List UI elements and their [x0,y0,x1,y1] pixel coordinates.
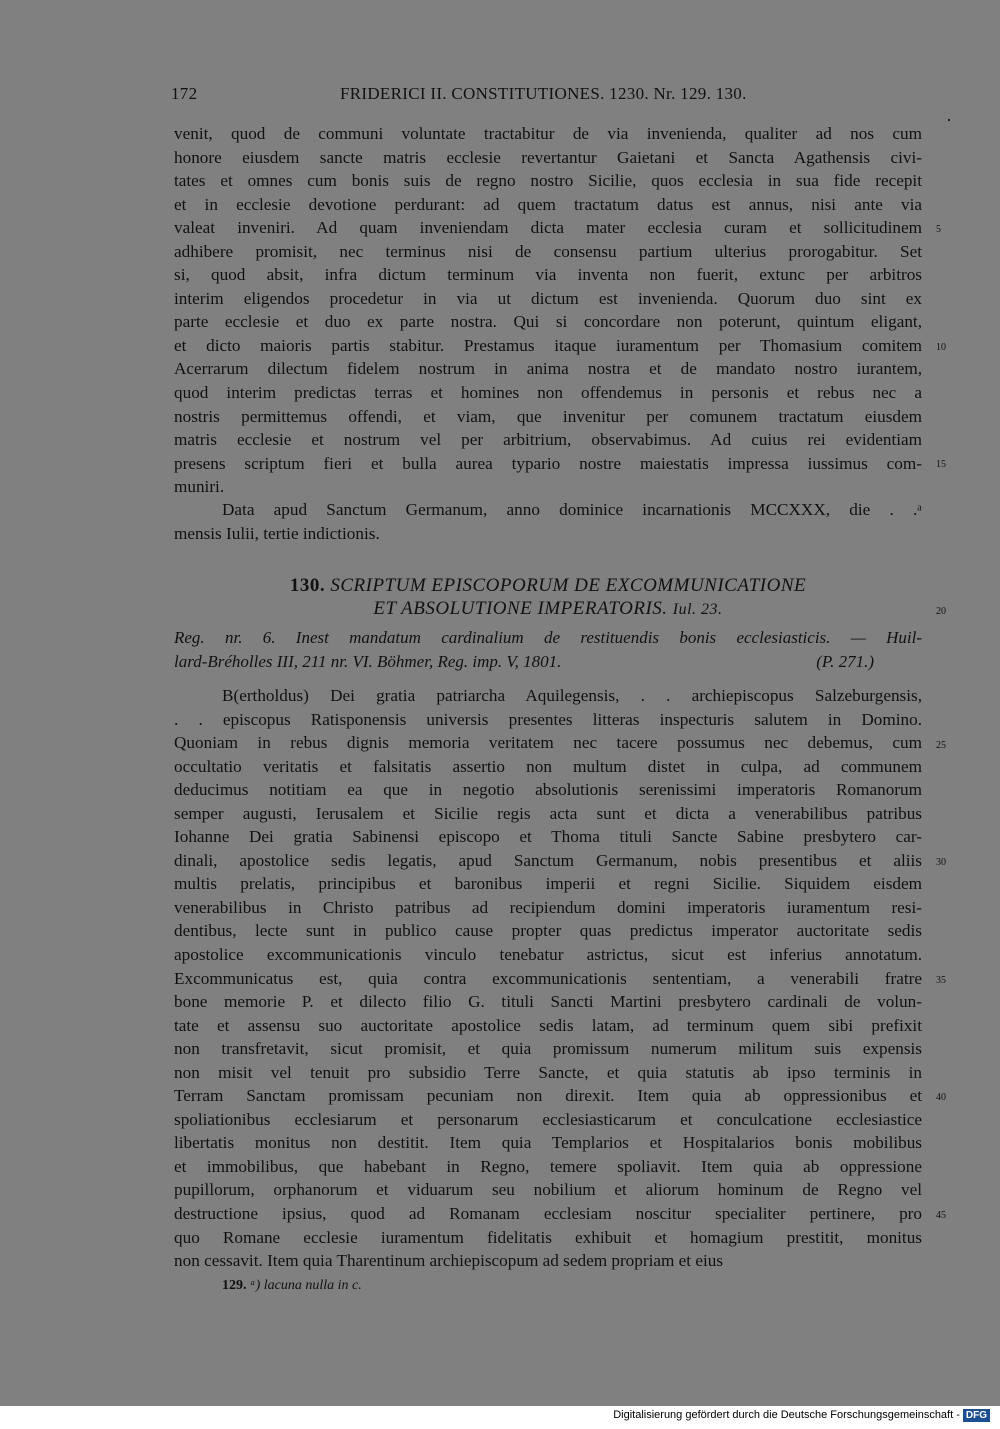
title-line-2: ET ABSOLUTIONE IMPERATORIS. [373,598,668,619]
speck [948,119,950,121]
document-129-dating [174,498,922,545]
text-line: deducimus notitiam ea que in negotio absolutionis serenissimi imperatoris Romanorum [174,780,922,800]
digitization-footer [0,1409,1000,1429]
text-line: apostolice excommunicationis vinculo tenebatur astrictus, sicut est inferius annotatum. [174,945,922,965]
page-number: 172 [171,84,198,103]
line-number: 30 [936,857,946,868]
text-line: pupillorum, orphanorum et viduarum seu nobilium et aliorum hominum de Regno vel [174,1180,922,1200]
dating-line-2: mensis Iulii, tertie indictionis. [174,523,380,543]
text-line: venit, quod de communi voluntate tractabitur de via invenienda, qualiter ad nos cum [174,124,922,143]
text-line: et dicto maioris partis stabitur. Prestamus itaque iuramentum per Thomasium comitem [174,335,922,355]
text-line: libertatis monitus non destitit. Item quia Templarios et Hospitalarios bonis mobilibus [174,1133,922,1153]
document-130-body [174,684,922,1273]
line-number: 25 [936,740,946,751]
text-line: . . episcopus Ratisponensis universis presentes litteras inspecturis salutem in Domino. [174,709,922,729]
text-line: si, quod absit, infra dictum terminum via inventa non fuerit, extunc per arbitros [174,265,922,285]
line-number: 35 [936,975,946,986]
text-line: dinali, apostolice sedis legatis, apud Sanctum Germanum, nobis presentibus et aliis [174,850,922,870]
text-line: quod interim predictas terras et homines non offendemus in personis et rebus nec a [174,383,922,403]
footnote [222,1278,362,1294]
regest-line-2-row [174,650,922,674]
running-head: FRIDERICI II. CONSTITUTIONES. 1230. Nr. 129. 130. [340,84,747,103]
title-line-1: SCRIPTUM EPISCOPORUM DE EXCOMMUNICATIONE [330,575,807,596]
text-line: tates et omnes cum bonis suis de regno nostro Sicilie, quos ecclesia in sua fide recepit [174,171,922,191]
text-line: tate et assensu suo auctoritate apostolice sedis latam, ad terminum quem sibi prefixit [174,1015,922,1035]
text-line: presens scriptum fieri et bulla aurea typario nostre maiestatis impressa iussimus com- [174,453,922,473]
text-line: nostris permittemus offendi, et viam, que invenitur per comunem tractatum eiusdem [174,406,922,426]
text-line: non misit vel tenuit pro subsidio Terre Sancte, et quia statutis ab ipso terminis in [174,1062,922,1082]
line-number: 20 [936,606,946,617]
text-line: muniri. [174,477,225,497]
text-line: venerabilibus in Christo patribus ad recipiendum domini imperatoris iuramentum resi- [174,897,922,917]
text-line: adhibere promisit, nec terminus nisi de consensu partium ulterius prorogabitur. Set [174,241,922,261]
line-number: 10 [936,342,946,353]
text-line: et in ecclesie devotione perdurant: ad quem tractatum datus est annus, nisi ante via [174,194,922,214]
regest-reference: (P. 271.) [816,651,874,671]
document-number: 130. [289,575,326,596]
text-line: parte ecclesie et duo ex parte nostra. Qui si concordare non poterunt, quintum eligant, [174,312,922,332]
text-line: Acerrarum dilectum fidelem nostrum in anima nostra et de mandato nostro iurantem, [174,359,922,379]
text-line: interim eligendos procedetur in via ut dictum est invenienda. Quorum duo sint ex [174,288,922,308]
text-line: bone memorie P. et dilecto filio G. tituli Sancti Martini presbytero cardinali de volun- [174,992,922,1012]
dating-line-1: Data apud Sanctum Germanum, anno dominice incarnationis MCCXXX, die . .ᵃ [222,500,922,519]
text-line: non cessavit. Item quia Tharentinum archiepiscopum ad sedem propriam et eius [174,1251,724,1271]
dfg-logo: DFG [963,1409,990,1422]
text-line: Iohanne Dei gratia Sabinensi episcopo et Thoma tituli Sancte Sabine presbytero car- [174,827,922,847]
text-line: multis prelatis, principibus et baronibus imperii et regni Sicilie. Siquidem eisdem [174,874,922,894]
text-line: Excommunicatus est, quia contra excommunicationis sententiam, a venerabili fratre [174,968,922,988]
text-line: B(ertholdus) Dei gratia patriarcha Aquilegensis, . . archiepiscopus Salzeburgensis, [222,686,922,705]
text-line: Terram Sanctam promissam pecuniam non direxit. Item quia ab oppressionibus et [174,1086,922,1106]
text-line: quo Romane ecclesie iuramentum fidelitatis exhibuit et homagium prestitit, monitus [174,1227,922,1247]
text-line: et immobilibus, que habebant in Regno, temere spoliavit. Item quia ab oppressione [174,1156,922,1176]
text-line: matris ecclesie et nostrum vel per arbitrium, observabimus. Ad cuius rei evidentiam [174,430,922,450]
line-number: 40 [936,1092,946,1103]
text-line: dentibus, lecte sunt in publico cause propter quas predictus imperator auctoritate sedis [174,921,922,941]
text-line: honore eiusdem sancte matris ecclesie revertantur Gaietani et Sancta Agathensis civi- [174,147,922,167]
text-line: destructione ipsius, quod ad Romanam ecclesiam noscitur specialiter pertinere, pro [174,1204,922,1224]
line-number: 15 [936,459,946,470]
regest-line-1: Reg. nr. 6. Inest mandatum cardinalium de restituendis bonis ecclesiasticis. — Huil- [174,628,922,647]
text-line: occultatio veritatis et falsitatis assertio non multum distet in culpa, ad communem [174,756,922,776]
text-line: spoliationibus ecclesiarum et personarum ecclesiasticarum et conculcatione ecclesiastice [174,1109,922,1129]
text-line: semper augusti, Ierusalem et Sicilie regis acta sunt et dicta a venerabilibus patribus [174,803,922,823]
title-date: Iul. 23. [672,601,723,618]
footnote-text: ᵃ) lacuna nulla in c. [250,1278,362,1293]
text-line: valeat inveniri. Ad quam inveniendam dicta mater ecclesia curam et sollicitudinem [174,218,922,238]
document-130-regest [174,626,922,673]
text-line: non transfretavit, sicut promisit, et quia promissum numerum militum suis expensis [174,1039,922,1059]
regest-line-2: lard-Bréholles III, 211 nr. VI. Böhmer, Reg. imp. V, 1801. [174,651,562,671]
text-line: Quoniam in rebus dignis memoria veritatem nec tacere possumus nec debemus, cum [174,733,922,753]
footer-text: Digitalisierung gefördert durch die Deutsche Forschungsgemeinschaft - [613,1409,960,1421]
line-number: 45 [936,1210,946,1221]
footnote-ref: 129. [222,1278,247,1293]
document-129-body [174,122,922,499]
line-number: 5 [936,224,941,235]
document-130-title [174,574,922,621]
